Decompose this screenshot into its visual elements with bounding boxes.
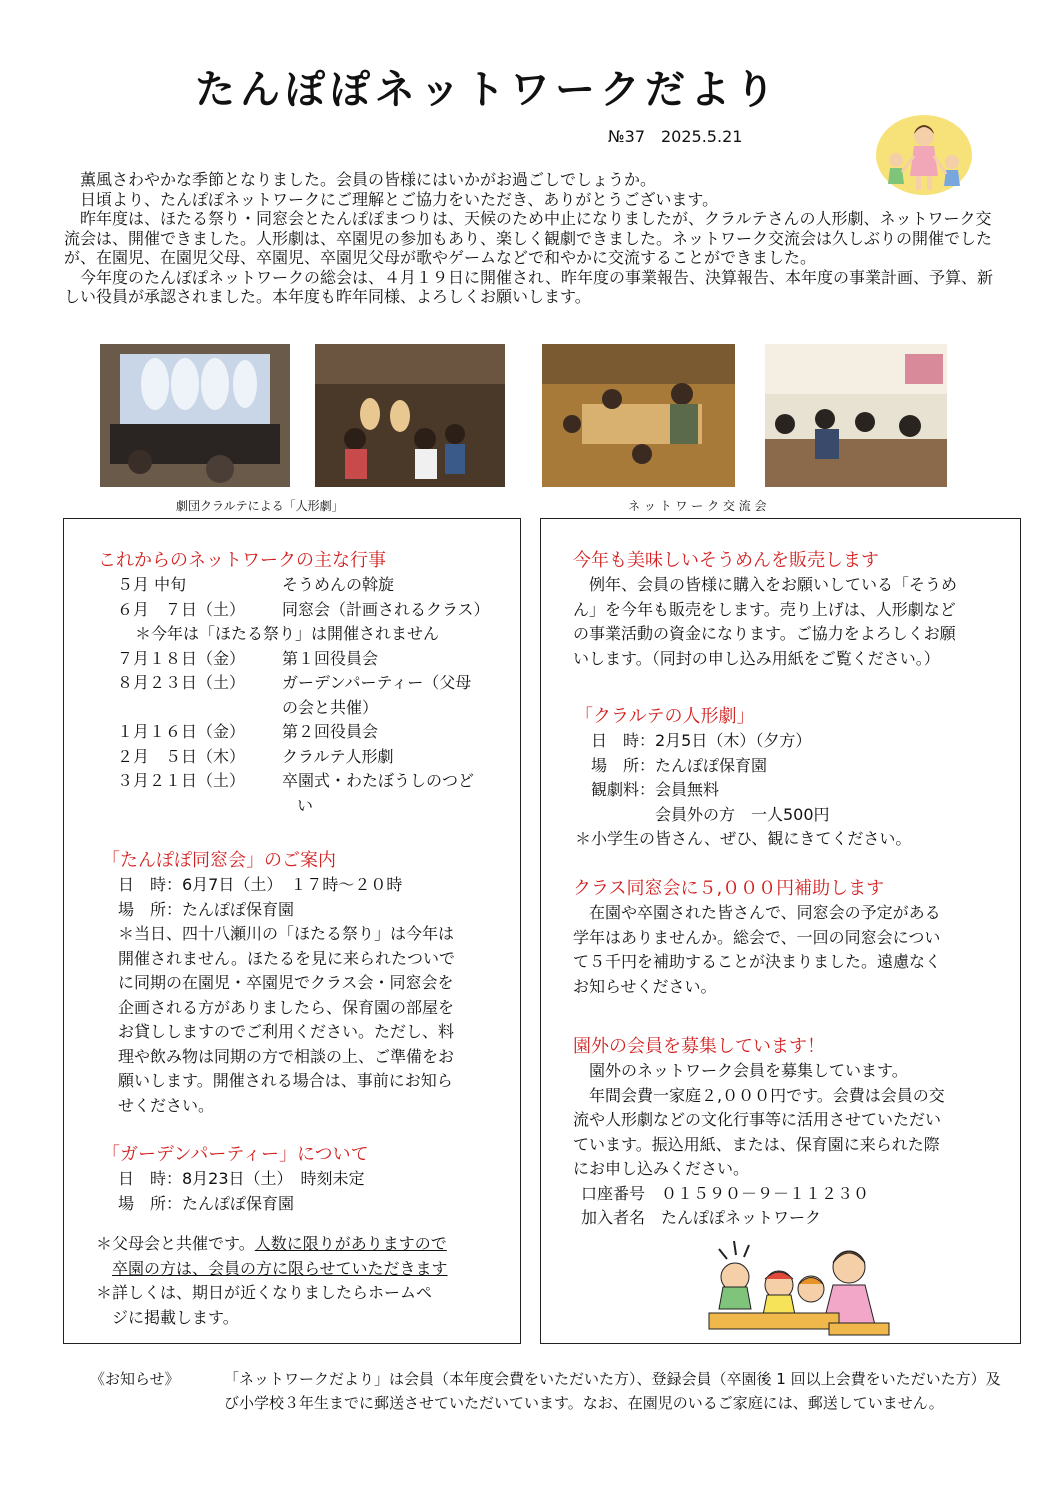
bank-account: 口座番号 ０１５９０－９－１１２３０	[581, 1183, 870, 1203]
recruit-heading: 園外の会員を募集しています！	[573, 1036, 825, 1057]
reunion-heading: 「たんぽぽ同窓会」のご案内	[102, 850, 336, 871]
somen-heading: 今年も美味しいそうめんを販売します	[573, 550, 879, 571]
puppet-show-caption: 劇団クラルテによる「人形劇」	[176, 499, 344, 513]
event-row: ７月１８日（金） 第１回役員会	[117, 648, 379, 668]
reunion-body: 日 時：6月7日（土） １７時～２０時 場 所：たんぽぽ保育園 ＊当日、四十八瀬川の「ほたる祭り」は今年は 開催されません。ほたるを見に来られたついで に同期の在園児・卒園児でクラス会・同窓会を 企画される方がありましたら、保育園の部屋を お貸ししますのでご利用ください。ただし、料 理や飲み物は同期の方で相談の上、ご準備をお 願いします。開催される場合は、事前にお知ら せください。	[118, 875, 455, 1115]
event-row: ＊今年は「ほたる祭り」は開催されません	[135, 624, 440, 643]
event-row: の会と共催）	[282, 697, 379, 717]
event-row: い	[297, 795, 314, 815]
event-row: ６月 ７日（土） 同窓会（計画されるクラス）	[117, 599, 490, 619]
subsidy-body: 在園や卒園された皆さんで、同窓会の予定がある 学年はありませんか。総会で、一回の同窓会につい て５千円を補助することが決まりました。遠慮なく お知らせください。	[573, 903, 942, 996]
recruit-section	[573, 1035, 1052, 1231]
reunion-section	[102, 849, 558, 1118]
intro-paragraph: 昨年度は、ほたる祭り・同窓会とたんぽぽまつりは、天候のため中止になりましたが、クラルテさんの人形劇、ネットワーク交流会は、開催できました。人形劇は、卒園児の参加もあり、楽しく観劇できました。ネットワーク交流会は久しぶりの開催でしたが、在園児、在園児父母、卒園児、卒園児父母が歌やゲームなどで和やかに交流することができました。	[64, 209, 993, 267]
notice-text: 「ネットワークだより」は会員（本年度会費をいただいた方）、登録会員（卒園後 1 回以上会費をいただいた方）及び小学校３年生までに郵送させていただいています。なお、在園児のいるご家庭には、郵送していません。	[224, 1370, 1001, 1412]
events-section	[98, 549, 554, 818]
garden-party-heading: 「ガーデンパーティー」について	[102, 1144, 369, 1165]
subsidy-heading: クラス同窓会に５,０００円補助します	[573, 878, 885, 899]
somen-section	[573, 549, 1052, 671]
gathering-photo	[765, 344, 947, 487]
puppet-show-photo	[100, 344, 290, 487]
intro-paragraph: 日頃より、たんぽぽネットワークにご理解とご協力をいただき、ありがとうございます。	[80, 189, 719, 209]
intro-paragraph: 薫風さわやかな季節となりました。会員の皆様にはいかがお過ごしでしょうか。	[80, 170, 657, 189]
newsletter-title: たんぽぽネットワークだより	[195, 67, 780, 113]
puppet-show-section	[575, 705, 1054, 852]
event-row: ２月 ５日（木） クラルテ人形劇	[117, 746, 394, 766]
event-row: ５月 中旬 そうめんの斡旋	[117, 575, 395, 594]
garden-party-notes: ＊父母会と共催です。人数に限りがありますので 卒園の方は、会員の方に限らせていただきます ＊詳しくは、期日が近くなりましたらホームペ ジに掲載します。	[96, 1234, 448, 1327]
event-row: ３月２１日（土） 卒園式・わたぼうしのつど	[117, 771, 475, 790]
recruit-body: 園外のネットワーク会員を募集しています。 年間会費一家庭２,０００円です。会費は会員の交 流や人形劇などの文化行事等に活用させていただい ています。振込用紙、または、保育園に来られた際 にお申し込みください。 口座番号 ０１５９０－９－１１２３０ 加入者名 たんぽぽネットワーク	[573, 1059, 1052, 1231]
intro-paragraph: 今年度のたんぽぽネットワークの総会は、４月１９日に開催され、昨年度の事業報告、決算報告、本年度の事業計画、予算、新しい役員が承認されました。本年度も昨年同様、よろしくお願いします。	[64, 267, 993, 306]
lunch-illustration	[699, 1229, 899, 1339]
puppet-show-heading: 「クラルテの人形劇」	[575, 706, 755, 727]
puppet-show-body: 日 時：2月5日（木）（夕方） 場 所：たんぽぽ保育園 観劇料：会員無料 会員外の方 一人500円 ＊小学生の皆さん、ぜひ、観にきてください。	[575, 731, 912, 848]
garden-party-section	[96, 1143, 558, 1330]
garden-party-body: 日 時：8月23日（土） 時刻未定 場 所：たんぽぽ保育園	[118, 1169, 365, 1213]
left-column-box	[63, 518, 521, 1344]
event-row: ８月２３日（土） ガーデンパーティー（父母	[117, 673, 472, 692]
exchange-party-photo	[542, 344, 735, 487]
events-heading: これからのネットワークの主な行事	[98, 550, 386, 571]
account-holder: 加入者名 たんぽぽネットワーク	[581, 1208, 822, 1227]
event-row: １月１６日（金） 第２回役員会	[117, 722, 379, 741]
exchange-party-caption: ネ ッ ト ワ ー ク 交 流 会	[628, 499, 767, 513]
events-list	[98, 573, 554, 818]
subsidy-section	[573, 877, 1052, 999]
notice-label: 《お知らせ》	[90, 1370, 180, 1388]
somen-body: 例年、会員の皆様に購入をお願いしている「そうめ ん」を今年も販売をします。売り上げは、人形劇など の事業活動の資金になります。ご協力をよろしくお願 いします。（同封の申し込み用紙をご覧ください。）	[573, 575, 958, 668]
issue-number-date: №37 2025.5.21	[608, 127, 743, 146]
children-with-puppets-photo	[315, 344, 505, 487]
intro-text	[64, 170, 999, 307]
right-column-box	[540, 518, 1021, 1344]
